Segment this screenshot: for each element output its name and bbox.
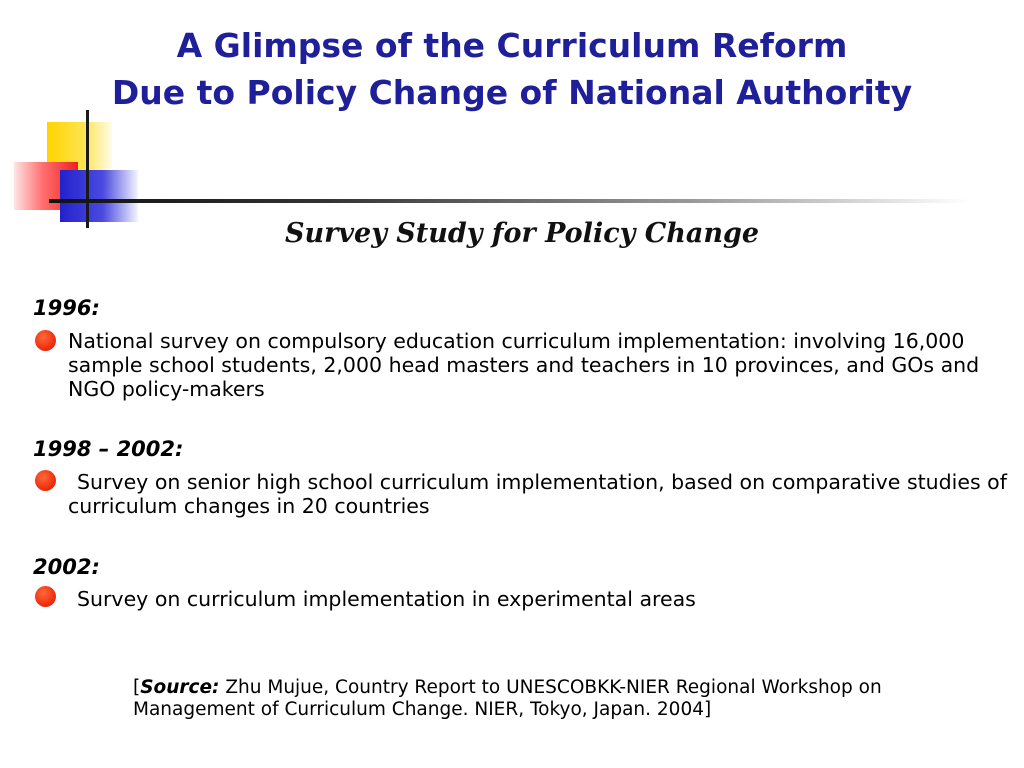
source-citation: [133, 677, 993, 721]
title-divider: [49, 199, 969, 203]
slide-title-line-2: Due to Policy Change of National Authority: [111, 73, 913, 112]
logo-vertical-line: [86, 110, 89, 228]
source-open-bracket: [: [133, 677, 141, 698]
section-year-2002: 2002:: [33, 555, 100, 579]
bullet-icon: [35, 330, 56, 351]
section-year-1998-2002: 1998 – 2002:: [33, 437, 184, 461]
bullet-icon: [35, 470, 56, 491]
slide-title: [0, 22, 1024, 116]
bullet-icon: [35, 586, 56, 607]
section-text-2002: Survey on curriculum implementation in experimental areas: [77, 587, 696, 611]
decorative-logo: [0, 110, 160, 230]
source-text: Zhu Mujue, Country Report to UNESCOBKK-NIER Regional Workshop on Management of Curriculum Change. NIER, Tokyo, Japan. 2004]: [133, 677, 882, 720]
slide-subtitle: Survey Study for Policy Change: [284, 218, 760, 249]
slide-title-line-1: A Glimpse of the Curriculum Reform: [176, 26, 848, 65]
section-year-1996: 1996:: [33, 296, 100, 320]
section-text-1998-2002: Survey on senior high school curriculum implementation, based on comparative studies of curriculum changes in 20 countries: [68, 470, 1007, 518]
section-text-1996: National survey on compulsory education curriculum implementation: involving 16,000 sample school students, 2,000 head masters and teachers in 10 provinces, and GOs and NGO policy-makers: [68, 329, 980, 401]
source-label: Source:: [140, 677, 220, 698]
